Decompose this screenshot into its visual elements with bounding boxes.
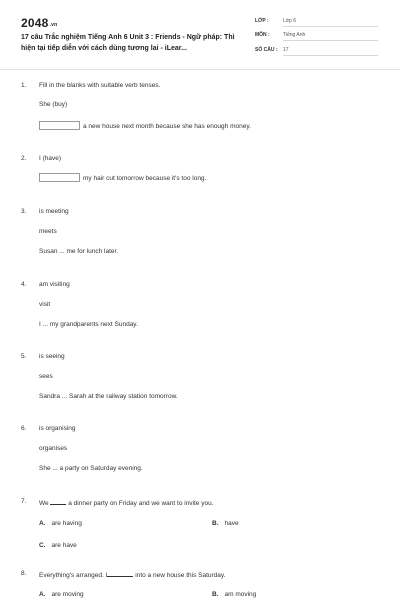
- option-text: have: [224, 520, 239, 527]
- question-rest: my hair cut tomorrow because it's too long.: [83, 175, 207, 182]
- option-text: are moving: [51, 591, 84, 598]
- meta-class-value: Lớp 6: [283, 18, 378, 27]
- answer-option[interactable]: sees: [39, 373, 53, 380]
- question-sentence: Sandra ... Sarah at the railway station tomorrow.: [39, 393, 178, 400]
- answer-option[interactable]: organises: [39, 445, 68, 452]
- question-prompt: I (have): [39, 155, 62, 162]
- answer-option[interactable]: is organising: [39, 425, 76, 432]
- option-a[interactable]: [39, 591, 84, 598]
- meta-subject: [255, 30, 378, 44]
- answer-option[interactable]: am visiting: [39, 281, 70, 288]
- option-letter: A.: [39, 591, 46, 598]
- option-b[interactable]: [212, 591, 256, 598]
- question-number: 5.: [21, 353, 27, 360]
- sentence-before: We: [39, 500, 49, 507]
- meta-class-key: LỚP :: [255, 18, 269, 24]
- option-letter: B.: [212, 520, 219, 527]
- option-text: are having: [51, 520, 82, 527]
- answer-input-q1[interactable]: [39, 121, 80, 130]
- question-sentence: Susan ... me for lunch later.: [39, 248, 119, 255]
- question-number: 7.: [21, 498, 27, 505]
- question-number: 4.: [21, 281, 27, 288]
- logo-suffix: .vn: [49, 22, 58, 28]
- question-number: 3.: [21, 208, 27, 215]
- sentence-after: into a new house this Saturday.: [135, 572, 226, 579]
- document-title: 17 câu Trắc nghiệm Tiếng Anh 6 Unit 3 : Friends - Ngữ pháp: Thì hiện tại tiếp diễn với cách dùng tương lai - iLear...: [21, 34, 235, 52]
- gap-line: [107, 570, 133, 577]
- question-number: 2.: [21, 155, 27, 162]
- option-text: are have: [51, 542, 77, 549]
- question-number: 8.: [21, 570, 27, 577]
- answer-option[interactable]: meets: [39, 228, 57, 235]
- answer-option[interactable]: visit: [39, 301, 51, 308]
- option-b[interactable]: [212, 520, 239, 527]
- question-sentence: She ... a party on Saturday evening.: [39, 465, 143, 472]
- site-logo[interactable]: [21, 16, 57, 30]
- question-rest: a new house next month because she has enough money.: [83, 123, 251, 130]
- meta-subject-key: MÔN :: [255, 32, 270, 38]
- option-c[interactable]: [39, 542, 77, 549]
- question-sentence: [39, 498, 214, 507]
- option-letter: A.: [39, 520, 46, 527]
- option-text: am moving: [224, 591, 257, 598]
- question-number: 6.: [21, 425, 27, 432]
- logo-text: 2048: [21, 16, 49, 30]
- answer-input-q2[interactable]: [39, 173, 80, 182]
- meta-subject-value: Tiếng Anh: [283, 32, 378, 41]
- meta-count-value: 17: [283, 47, 378, 56]
- sentence-after: a dinner party on Friday and we want to invite you.: [68, 500, 214, 507]
- option-letter: B.: [212, 591, 219, 598]
- question-number: 1.: [21, 82, 27, 89]
- option-letter: C.: [39, 542, 46, 549]
- meta-count-key: SỐ CÂU :: [255, 47, 278, 53]
- gap-line: [50, 498, 66, 505]
- answer-option[interactable]: is meeting: [39, 208, 69, 215]
- meta-count: [255, 45, 378, 59]
- question-hint: She (buy): [39, 101, 68, 108]
- sentence-before: Everything's arranged. I: [39, 572, 108, 579]
- answer-option[interactable]: is seeing: [39, 353, 65, 360]
- question-sentence: [39, 570, 225, 579]
- meta-class: [255, 16, 378, 30]
- header-divider: [0, 69, 400, 70]
- option-a[interactable]: [39, 520, 82, 527]
- question-sentence: I ... my grandparents next Sunday.: [39, 321, 138, 328]
- question-prompt: Fill in the blanks with suitable verb tenses.: [39, 82, 161, 89]
